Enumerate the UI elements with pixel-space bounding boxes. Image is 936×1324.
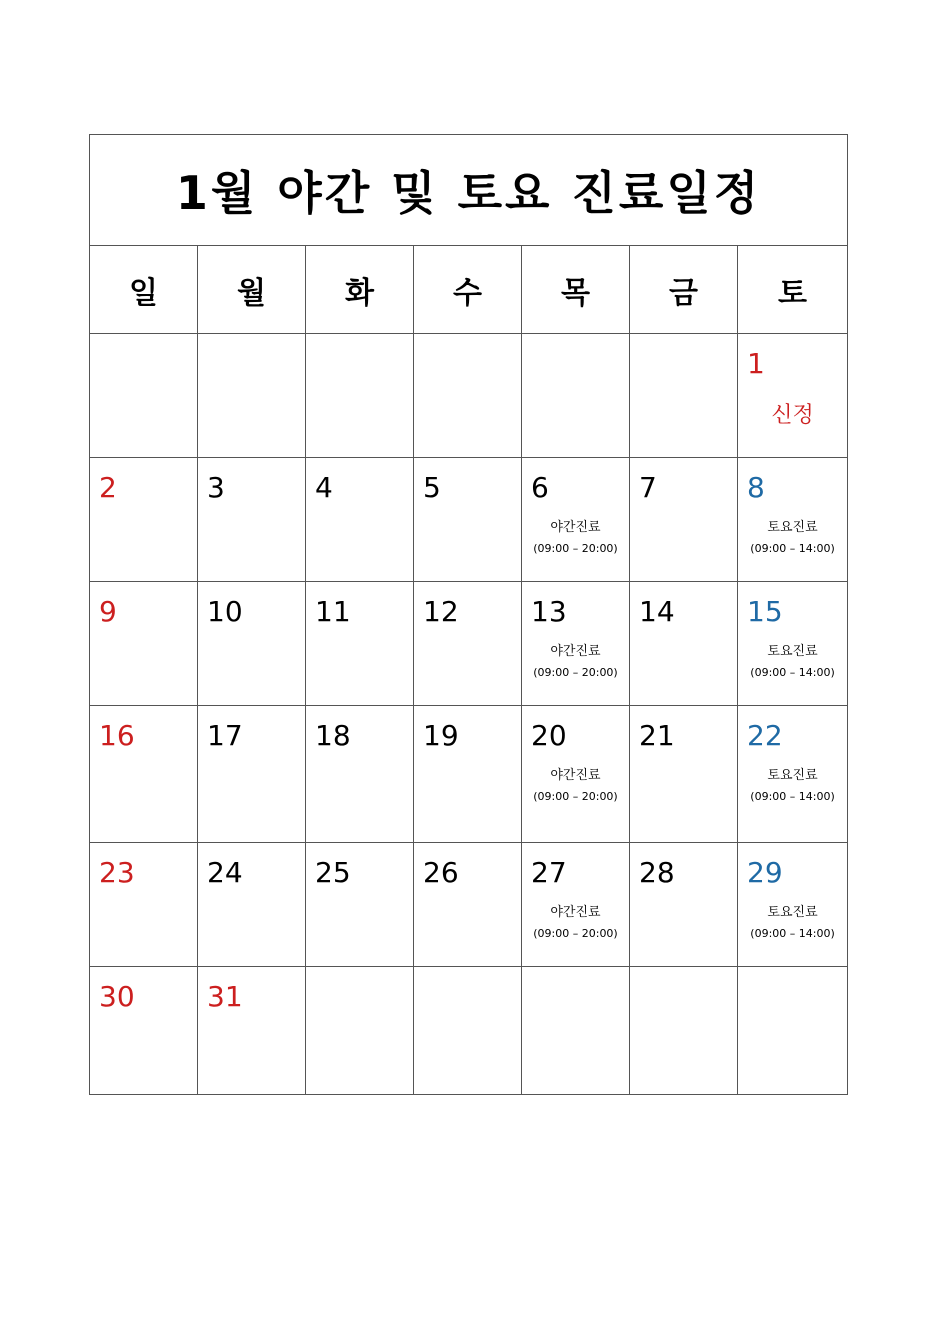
clinic-type-label: 야간진료 [550, 905, 601, 920]
day-number: 31 [207, 980, 243, 1013]
day-cell [630, 458, 738, 582]
day-number: 23 [99, 856, 135, 889]
day-number: 15 [747, 595, 783, 628]
day-number: 2 [99, 471, 117, 504]
day-number: 30 [99, 980, 135, 1013]
day-cell [414, 458, 522, 582]
day-cell [198, 967, 306, 1095]
day-number: 5 [423, 471, 441, 504]
day-cell [630, 582, 738, 706]
day-cell [306, 458, 414, 582]
day-number: 10 [207, 595, 243, 628]
day-cell [522, 458, 630, 582]
day-number: 4 [315, 471, 333, 504]
day-cell [306, 967, 414, 1095]
day-number: 14 [639, 595, 675, 628]
day-cell [198, 843, 306, 967]
day-number: 8 [747, 471, 765, 504]
day-number: 1 [747, 347, 765, 380]
calendar-week-row [90, 458, 848, 582]
day-number: 12 [423, 595, 459, 628]
clinic-type-label: 토요진료 [767, 768, 818, 783]
day-cell [90, 706, 198, 843]
day-cell [306, 334, 414, 458]
day-cell [630, 334, 738, 458]
day-cell [522, 706, 630, 843]
day-number: 13 [531, 595, 567, 628]
day-cell [414, 334, 522, 458]
schedule-calendar [89, 134, 848, 1095]
weekday-wed: 수 [414, 246, 522, 334]
weekday-sun: 일 [90, 246, 198, 334]
clinic-hours-label: (09:00 – 14:00) [750, 927, 835, 940]
clinic-type-label: 야간진료 [550, 644, 601, 659]
day-cell [90, 967, 198, 1095]
clinic-hours-label: (09:00 – 14:00) [750, 666, 835, 679]
clinic-hours-label: (09:00 – 14:00) [750, 790, 835, 803]
day-number: 7 [639, 471, 657, 504]
day-number: 27 [531, 856, 567, 889]
day-cell [414, 582, 522, 706]
clinic-type-label: 토요진료 [767, 905, 818, 920]
day-cell [198, 458, 306, 582]
day-cell [738, 967, 848, 1095]
day-number: 28 [639, 856, 675, 889]
day-number: 20 [531, 719, 567, 752]
day-cell [630, 967, 738, 1095]
day-cell [738, 582, 848, 706]
clinic-hours-label: (09:00 – 20:00) [533, 927, 618, 940]
day-number: 17 [207, 719, 243, 752]
day-cell [630, 843, 738, 967]
day-cell [90, 843, 198, 967]
title-row [90, 135, 848, 246]
clinic-hours-label: (09:00 – 20:00) [533, 790, 618, 803]
day-number: 6 [531, 471, 549, 504]
clinic-type-label: 야간진료 [550, 520, 601, 535]
day-cell [414, 706, 522, 843]
clinic-hours-label: (09:00 – 14:00) [750, 542, 835, 555]
day-number: 16 [99, 719, 135, 752]
weekday-thu: 목 [522, 246, 630, 334]
day-cell [522, 967, 630, 1095]
calendar-week-row [90, 706, 848, 843]
clinic-type-label: 야간진료 [550, 768, 601, 783]
clinic-hours-label: (09:00 – 20:00) [533, 666, 618, 679]
day-cell [90, 582, 198, 706]
clinic-hours-label: (09:00 – 20:00) [533, 542, 618, 555]
day-cell [306, 582, 414, 706]
day-number: 24 [207, 856, 243, 889]
page-title: 1월 야간 및 토요 진료일정 [90, 135, 848, 246]
weekday-fri: 금 [630, 246, 738, 334]
day-cell [198, 334, 306, 458]
day-cell [414, 967, 522, 1095]
day-cell [522, 582, 630, 706]
day-cell [414, 843, 522, 967]
day-number: 3 [207, 471, 225, 504]
calendar-week-row [90, 334, 848, 458]
day-number: 9 [99, 595, 117, 628]
day-cell [198, 706, 306, 843]
day-number: 19 [423, 719, 459, 752]
holiday-label: 신정 [771, 403, 814, 428]
calendar-weeks [90, 334, 848, 1095]
day-number: 21 [639, 719, 675, 752]
clinic-type-label: 토요진료 [767, 520, 818, 535]
weekday-header-row [90, 246, 848, 334]
weekday-tue: 화 [306, 246, 414, 334]
day-cell [738, 334, 848, 458]
weekday-mon: 월 [198, 246, 306, 334]
day-number: 11 [315, 595, 351, 628]
day-number: 26 [423, 856, 459, 889]
weekday-sat: 토 [738, 246, 848, 334]
day-number: 29 [747, 856, 783, 889]
day-number: 22 [747, 719, 783, 752]
day-cell [198, 582, 306, 706]
day-cell [522, 334, 630, 458]
day-cell [522, 843, 630, 967]
clinic-type-label: 토요진료 [767, 644, 818, 659]
day-cell [738, 458, 848, 582]
day-number: 25 [315, 856, 351, 889]
calendar-week-row [90, 967, 848, 1095]
day-cell [306, 843, 414, 967]
day-cell [738, 843, 848, 967]
day-cell [90, 334, 198, 458]
day-cell [90, 458, 198, 582]
calendar-week-row [90, 843, 848, 967]
calendar-week-row [90, 582, 848, 706]
day-cell [738, 706, 848, 843]
day-cell [306, 706, 414, 843]
day-cell [630, 706, 738, 843]
day-number: 18 [315, 719, 351, 752]
